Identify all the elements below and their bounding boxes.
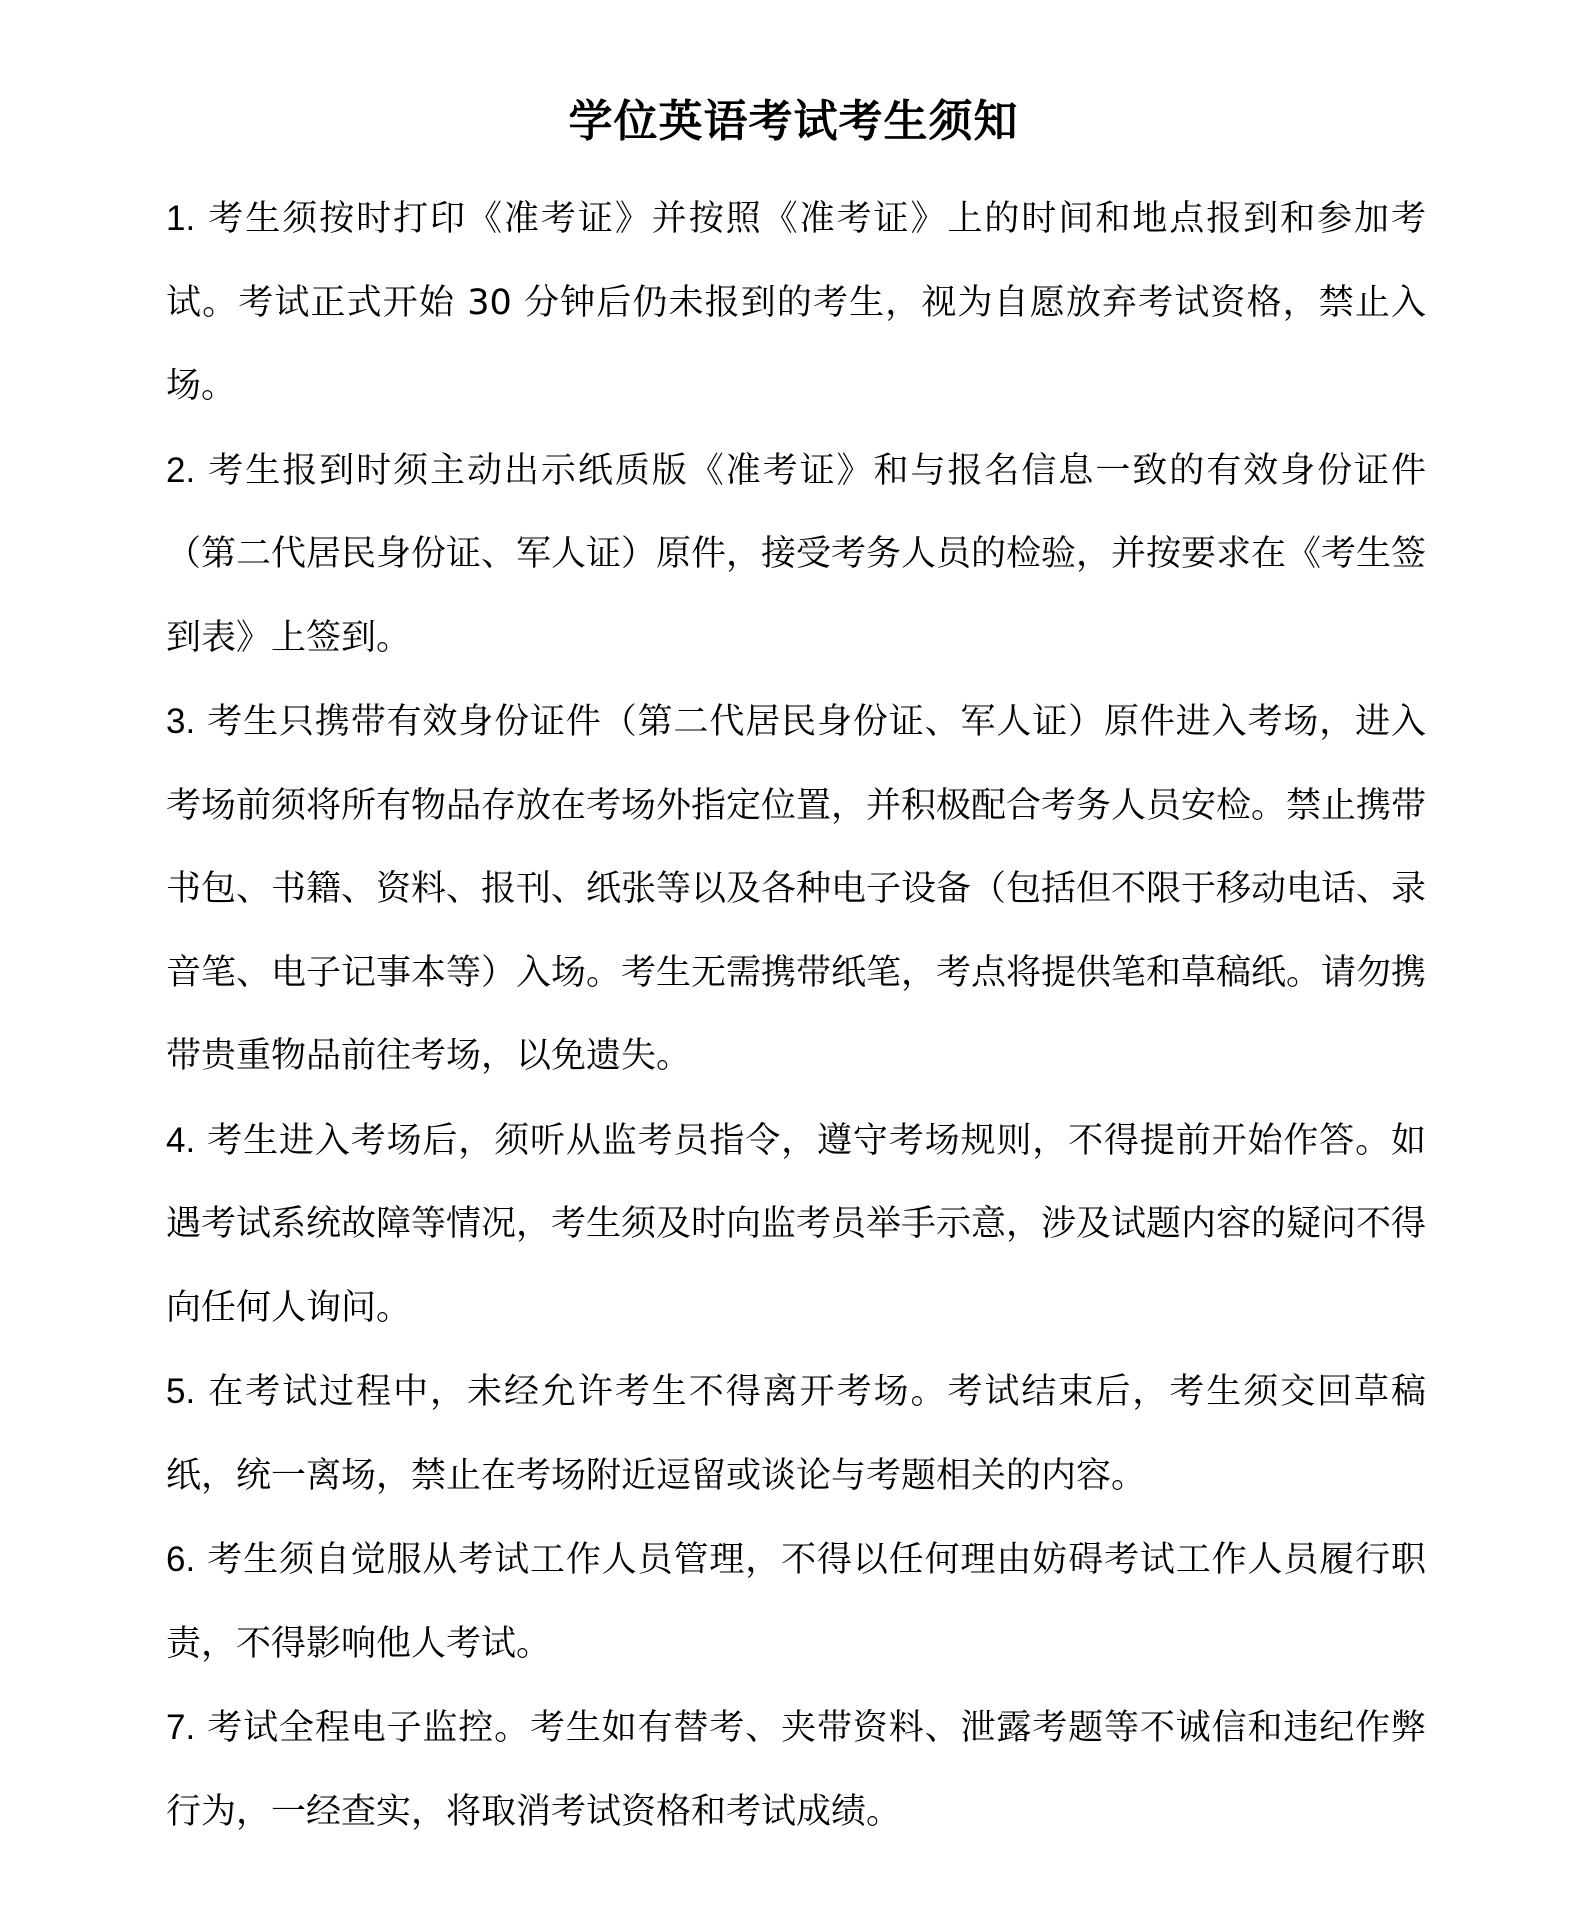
notice-item-7 xyxy=(166,1686,1426,1854)
item-number: 1. xyxy=(166,199,196,238)
item-number: 4. xyxy=(166,1120,196,1160)
item-number: 2. xyxy=(166,450,196,490)
notice-item-1 xyxy=(166,177,1426,429)
notice-list xyxy=(166,177,1426,1854)
item-text: 考生须按时打印《准考证》并按照《准考证》上的时间和地点报到和参加考试。考试正式开始 30 分钟后仍未报到的考生，视为自愿放弃考试资格，禁止入场。 xyxy=(166,199,1426,406)
item-number: 6. xyxy=(166,1540,196,1579)
item-number: 7. xyxy=(166,1708,196,1747)
notice-item-5 xyxy=(166,1350,1426,1518)
item-text: 考生只携带有效身份证件（第二代居民身份证、军人证）原件进入考场，进入考场前须将所有物品存放在考场外指定位置，并积极配合考务人员安检。禁止携带书包、书籍、资料、报刊、纸张等以及各种电子设备（包括但不限于移动电话、录音笔、电子记事本等）入场。考生无需携带纸笔，考点将提供笔和草稿纸。请勿携带贵重物品前往考场，以免遗失。 xyxy=(166,702,1427,1076)
notice-item-4 xyxy=(166,1099,1426,1351)
item-text: 考生进入考场后，须听从监考员指令，遵守考场规则，不得提前开始作答。如遇考试系统故障等情况，考生须及时向监考员举手示意，涉及试题内容的疑问不得向任何人询问。 xyxy=(166,1120,1427,1328)
item-text: 考试全程电子监控。考生如有替考、夹带资料、泄露考题等不诚信和违纪作弊行为，一经查实，将取消考试资格和考试成绩。 xyxy=(166,1708,1426,1832)
notice-item-2 xyxy=(166,429,1426,681)
item-text: 考生须自觉服从考试工作人员管理，不得以任何理由妨碍考试工作人员履行职责，不得影响他人考试。 xyxy=(166,1540,1426,1664)
notice-item-6 xyxy=(166,1518,1426,1686)
item-text: 考生报到时须主动出示纸质版《准考证》和与报名信息一致的有效身份证件（第二代居民身份证、军人证）原件，接受考务人员的检验，并按要求在《考生签到表》上签到。 xyxy=(166,450,1427,658)
item-number: 3. xyxy=(166,702,196,741)
document-title: 学位英语考试考生须知 xyxy=(568,96,1019,147)
item-number: 5. xyxy=(166,1372,196,1411)
item-text: 在考试过程中，未经允许考生不得离开考场。考试结束后，考生须交回草稿纸，统一离场，禁止在考场附近逗留或谈论与考题相关的内容。 xyxy=(166,1372,1426,1496)
notice-item-3 xyxy=(166,680,1426,1099)
